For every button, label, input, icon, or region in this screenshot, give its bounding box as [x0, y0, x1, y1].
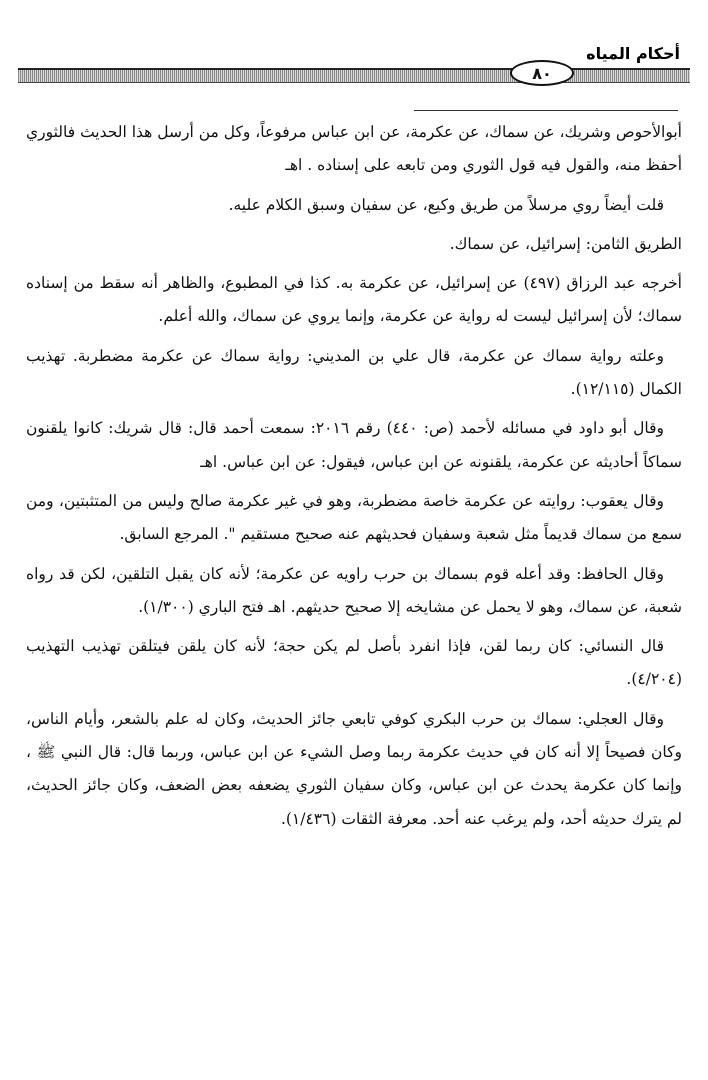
- paragraph: الطريق الثامن: إسرائيل، عن سماك.: [449, 234, 682, 253]
- paragraph: أبوالأحوص وشريك، عن سماك، عن عكرمة، عن ابن عباس مرفوعاً، وكل من أرسل هذا الحديث فالثوري أحفظ منه، والقول فيه قول الثوري ومن تابعه على إسناده . اهـ: [26, 123, 682, 175]
- paragraph: قلت أيضاً روي مرسلاً من طريق وكيع، عن سفيان وسبق الكلام عليه.: [228, 195, 664, 214]
- body-text: [26, 116, 682, 842]
- paragraph: وعلته رواية سماك عن عكرمة، قال علي بن المديني: رواية سماك عن عكرمة مضطربة. تهذيب الكمال (١٢/١١٥).: [26, 346, 682, 399]
- header-rule: [18, 68, 690, 83]
- paragraph: وقال يعقوب: روايته عن عكرمة خاصة مضطربة، وهو في غير عكرمة صالح وليس من المتثبتين، ومن سمع من سماك قديماً مثل شعبة وسفيان فحديثهم عنه صحيح مستقيم ". المرجع السابق.: [26, 491, 682, 544]
- paragraph: قال النسائي: كان ربما لقن، فإذا انفرد بأصل لم يكن حجة؛ لأنه كان يلقن فيتلقن تهذيب التهذيب (٤/٢٠٤).: [26, 637, 682, 689]
- page-number: ٨٠: [510, 60, 574, 86]
- page-header: [0, 0, 708, 100]
- paragraph: وقال العجلي: سماك بن حرب البكري كوفي تابعي جائز الحديث، وكان له علم بالشعر، وأيام الناس، وكان فصيحاً إلا أنه كان في حديث عكرمة ربما وصل الشيء عن ابن عباس، وربما قال: قال النبي ﷺ ، وإنما كان عكرمة يحدث عن ابن عباس، وكان سفيان الثوري يضعفه بعض الضعف، وكان جائز الحديث، لم يترك حديثه أحد، ولم يرغب عنه أحد. معرفة الثقات (١/٤٣٦).: [26, 709, 682, 828]
- book-title: أحكام المياه: [586, 44, 680, 63]
- paragraph: وقال الحافظ: وقد أعله قوم بسماك بن حرب راويه عن عكرمة؛ لأنه كان يقبل التلقين، لكن قد رواه شعبة، عن سماك، وهو لا يحمل عن مشايخه إلا صحيح حديثهم. اهـ فتح الباري (١/٣٠٠).: [26, 564, 682, 616]
- separator-line: [414, 110, 678, 111]
- paragraph: أخرجه عبد الرزاق (٤٩٧) عن إسرائيل، عن عكرمة به. كذا في المطبوع، والظاهر أنه سقط من إسناده سماك؛ لأن إسرائيل ليست له رواية عن عكرمة، وإنما يروي عن سماك، والله أعلم.: [26, 274, 682, 326]
- paragraph: وقال أبو داود في مسائله لأحمد (ص: ٤٤٠) رقم ٢٠١٦: سمعت أحمد قال: قال شريك: كانوا يلقنون سماكاً أحاديثه عن عكرمة، يلقنونه عن ابن عباس، فيقول: عن ابن عباس. اهـ: [26, 419, 682, 471]
